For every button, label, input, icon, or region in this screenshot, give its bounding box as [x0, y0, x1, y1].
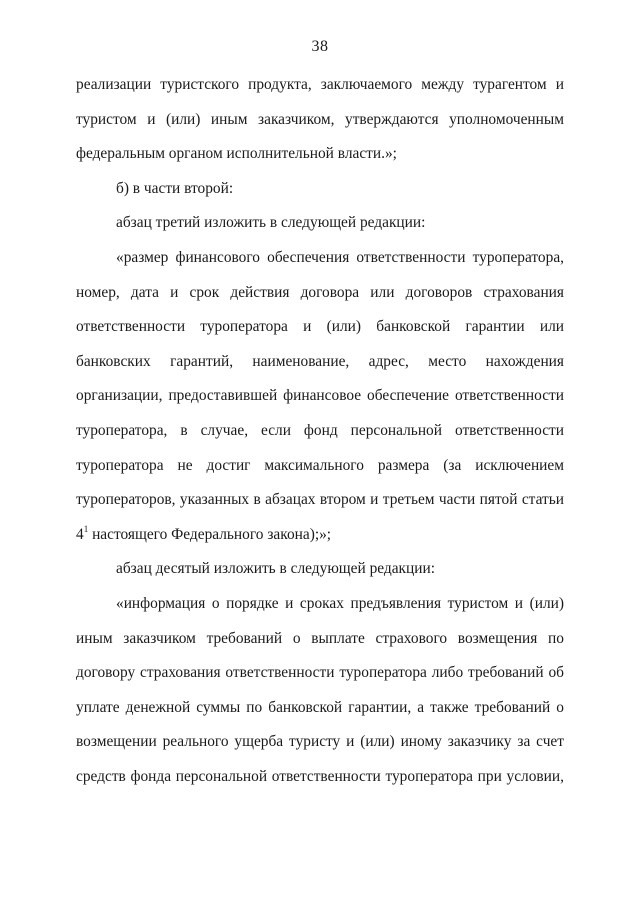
line-text: иным заказчиком требований о выплате страхового возмещения по: [76, 629, 564, 647]
line-text: федеральным органом исполнительной власти.»;: [76, 145, 397, 163]
text-line: [76, 137, 564, 172]
line-text: туристом и (или) иным заказчиком, утверждаются уполномоченным: [76, 110, 564, 128]
text-line: [76, 760, 564, 795]
line-text: реализации туристского продукта, заключаемого между турагентом и: [76, 76, 564, 93]
text-line: [76, 68, 564, 103]
text-line: [76, 449, 564, 484]
line-text: банковских гарантий, наименование, адрес, место нахождения: [76, 352, 564, 370]
article-superscript: 1: [83, 523, 89, 534]
text-line: [76, 206, 564, 241]
text-line: [76, 691, 564, 726]
line-text: б) в части второй:: [116, 179, 234, 197]
article-number: 4: [76, 525, 84, 543]
line-text: организации, предоставившей финансовое обеспечение ответственности: [76, 387, 564, 405]
text-line: [76, 483, 564, 518]
text-line: [76, 276, 564, 311]
text-line: [76, 518, 564, 553]
line-text: договору страхования ответственности туроператора либо требований об: [76, 664, 564, 682]
text-line: [76, 552, 564, 587]
line-text: ответственности туроператора и (или) банковской гарантии или: [76, 318, 564, 336]
text-line: [76, 310, 564, 345]
text-line: [76, 656, 564, 691]
line-text: абзац третий изложить в следующей редакции:: [116, 214, 426, 232]
line-text: туроператора, в случае, если фонд персональной ответственности: [76, 421, 564, 439]
text-line: [76, 172, 564, 207]
text-line: [76, 241, 564, 276]
line-text: «размер финансового обеспечения ответственности туроператора,: [116, 248, 564, 266]
page-number: 38: [311, 38, 329, 55]
line-text: средств фонда персональной ответственности туроператора при условии,: [76, 767, 564, 785]
text-line: [76, 103, 564, 138]
text-line: [76, 622, 564, 657]
text-line: [76, 725, 564, 760]
line-text: номер, дата и срок действия договора или договоров страхования: [76, 283, 564, 301]
document-body: [76, 68, 564, 794]
line-text: возмещении реального ущерба туристу и (или) иному заказчику за счет: [76, 733, 564, 751]
text-line: [76, 379, 564, 414]
line-text: «информация о порядке и сроках предъявления туристом и (или): [116, 594, 564, 612]
line-text: туроператора не достиг максимального размера (за исключением: [76, 456, 564, 474]
line-text: уплате денежной суммы по банковской гарантии, а также требований о: [76, 698, 564, 716]
line-text: настоящего Федерального закона);»;: [92, 525, 332, 543]
text-line: [76, 414, 564, 449]
text-line: [76, 345, 564, 380]
text-line: [76, 587, 564, 622]
line-text: абзац десятый изложить в следующей редакции:: [116, 560, 436, 578]
line-text: туроператоров, указанных в абзацах втором и третьем части пятой статьи: [76, 491, 564, 509]
